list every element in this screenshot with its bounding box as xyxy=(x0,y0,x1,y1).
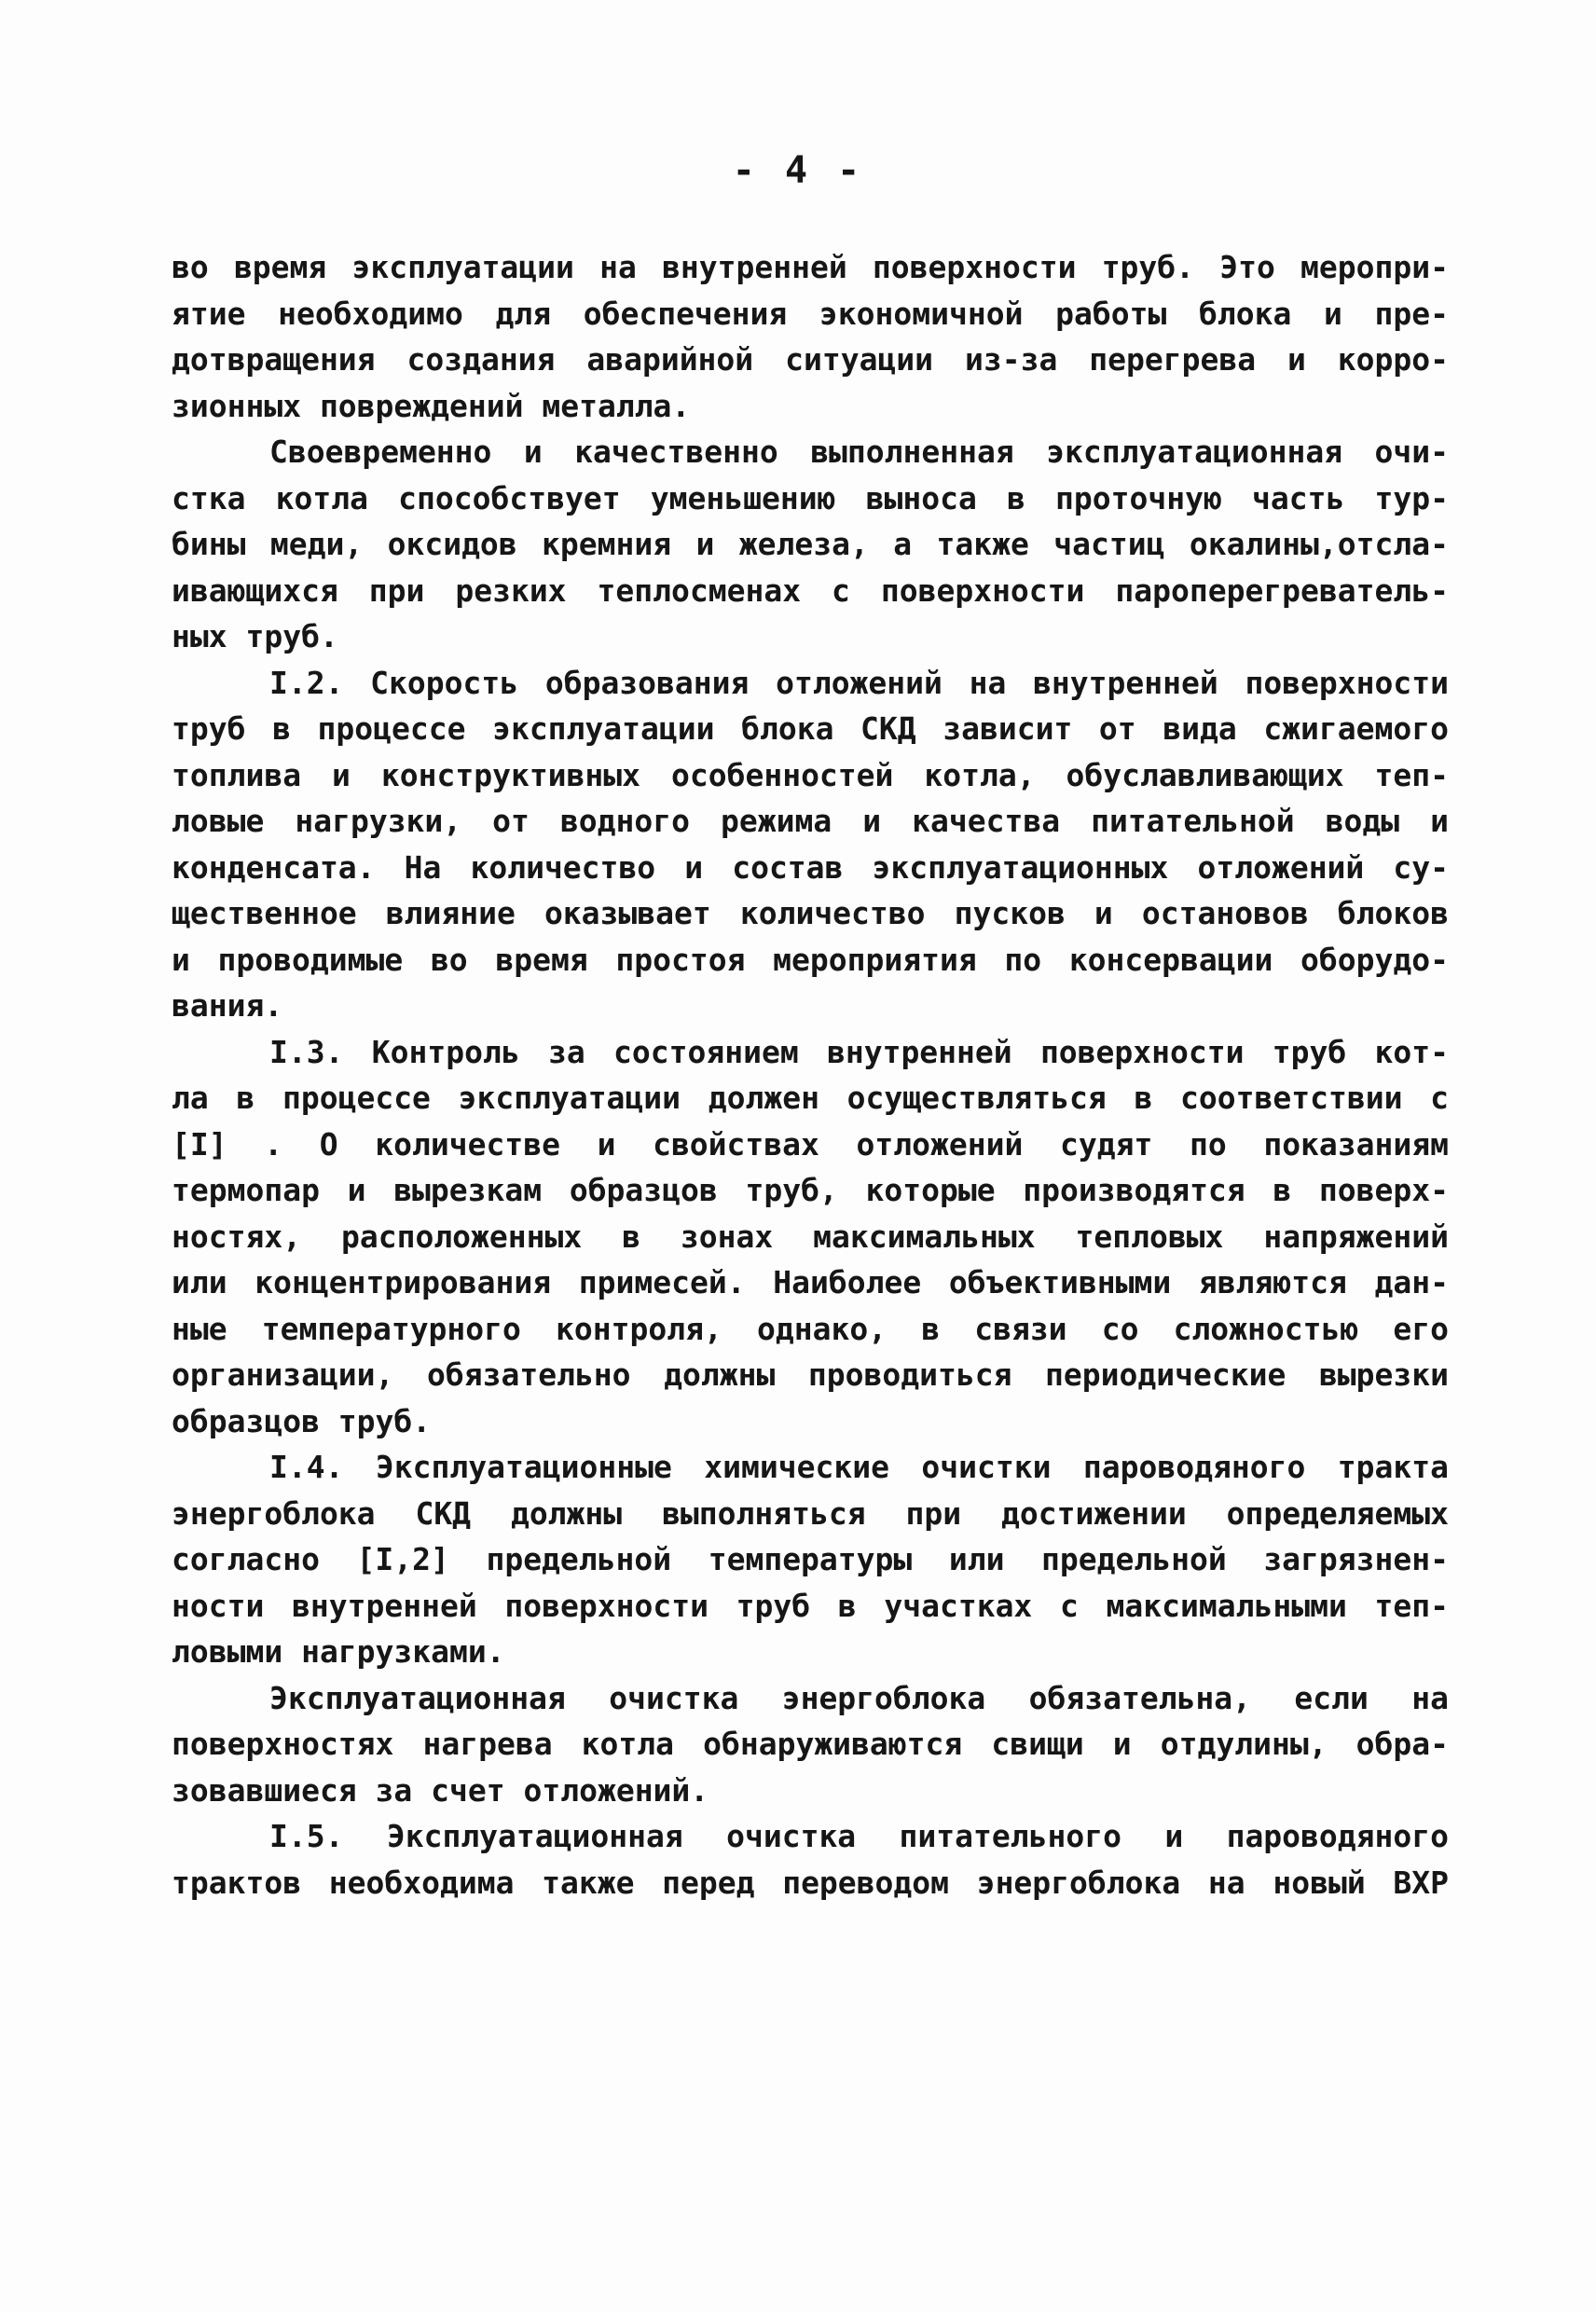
text-line: согласно [I,2] предельной температуры или предельной загрязнен- xyxy=(172,1541,1449,1577)
text-line: стка котла способствует уменьшению выноса в проточную часть тур- xyxy=(172,479,1449,516)
text-line: организации, обязательно должны проводиться периодические вырезки xyxy=(172,1356,1449,1393)
text-line: ивающихся при резких теплосменах с поверхности пароперегреватель- xyxy=(172,571,1449,609)
text-line: энергоблока СКД должны выполняться при достижении определяемых xyxy=(172,1494,1449,1532)
text-line: Эксплуатационная очистка энергоблока обязательна, если на xyxy=(269,1679,1449,1716)
text-line: топлива и конструктивных особенностей котла, обуславливающих теп- xyxy=(172,756,1449,793)
text-line: и проводимые во время простоя мероприятия по консервации оборудо- xyxy=(172,941,1449,978)
text-line: ловыми нагрузками. xyxy=(172,1633,505,1670)
text-line: ностях, расположенных в зонах максимальных тепловых напряжений xyxy=(172,1218,1449,1255)
text-line: ности внутренней поверхности труб в участках с максимальными теп- xyxy=(172,1587,1449,1624)
text-line: ятие необходимо для обеспечения экономичной работы блока и пре- xyxy=(172,295,1449,332)
text-line: конденсата. На количество и состав эксплуатационных отложений су- xyxy=(172,848,1449,886)
text-line: I.5. Эксплуатационная очистка питательного и пароводяного xyxy=(269,1818,1449,1854)
text-line: зионных повреждений металла. xyxy=(172,387,691,424)
text-line: I.2. Скорость образования отложений на внутренней поверхности xyxy=(269,664,1449,701)
text-line: труб в процессе эксплуатации блока СКД зависит от вида сжигаемого xyxy=(172,710,1449,747)
text-line: термопар и вырезкам образцов труб, которые производятся в поверх- xyxy=(172,1172,1449,1208)
text-line: ла в процессе эксплуатации должен осуществляться в соответствии с xyxy=(172,1080,1449,1116)
text-line: ные температурного контроля, однако, в связи со сложностью его xyxy=(172,1310,1449,1347)
text-line: во время эксплуатации на внутренней поверхности труб. Это меропри- xyxy=(172,249,1449,285)
text-line: щественное влияние оказывает количество пусков и остановов блоков xyxy=(172,895,1449,931)
text-line: зовавшиеся за счет отложений. xyxy=(172,1771,709,1809)
text-line: или концентрирования примесей. Наиболее объективными являются дан- xyxy=(172,1264,1449,1300)
text-line: I.4. Эксплуатационные химические очистки пароводяного тракта xyxy=(269,1449,1449,1485)
page-number: - 4 - xyxy=(732,149,864,192)
text-line: дотвращения создания аварийной ситуации из-за перегрева и корро- xyxy=(172,341,1449,378)
text-line: ных труб. xyxy=(172,618,338,654)
text-line: трактов необходима также перед переводом энергоблока на новый ВХР xyxy=(172,1864,1449,1901)
text-line: вания. xyxy=(172,987,283,1024)
body-text xyxy=(172,244,1449,1906)
text-line: ловые нагрузки, от водного режима и качества питательной воды и xyxy=(172,803,1449,839)
text-line: образцов труб. xyxy=(172,1402,432,1439)
text-line: Своевременно и качественно выполненная эксплуатационная очи- xyxy=(269,434,1449,470)
text-line: поверхностях нагрева котла обнаруживаются свищи и отдулины, обра- xyxy=(172,1726,1449,1762)
text-line: I.3. Контроль за состоянием внутренней поверхности труб кот- xyxy=(269,1033,1449,1070)
text-line: бины меди, оксидов кремния и железа, а также частиц окалины,отсла- xyxy=(172,526,1449,562)
text-line: [I] . О количестве и свойствах отложений судят по показаниям xyxy=(172,1125,1449,1163)
